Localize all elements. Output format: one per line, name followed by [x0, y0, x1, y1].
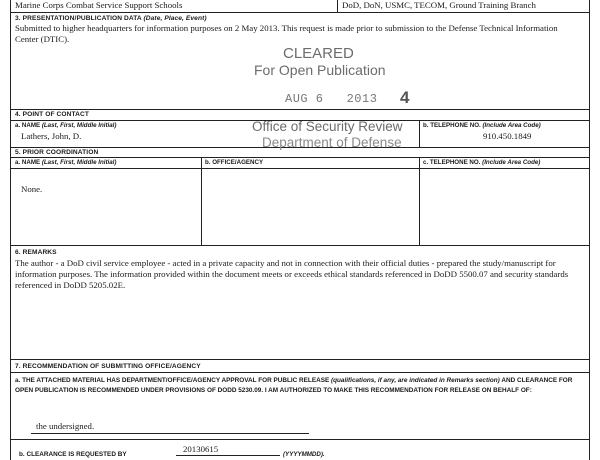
coord-name-label-text: a. NAME [15, 159, 41, 166]
poc-name-label-text: a. NAME [15, 122, 41, 129]
organization-name: Marine Corps Combat Service Support Schools [15, 0, 183, 10]
agency-chain: DoD, DoN, USMC, TECOM, Ground Training Branch [342, 0, 536, 10]
coord-phone-hint: (Include Area Code) [482, 159, 541, 166]
section-7-header: 7. RECOMMENDATION OF SUBMITTING OFFICE/AGENCY [15, 363, 201, 370]
cleared-stamp-date [285, 92, 377, 106]
section-5-header: 5. PRIOR COORDINATION [15, 149, 99, 156]
cleared-stamp-line2: For Open Publication [254, 62, 386, 78]
coord-office-label: b. OFFICE/AGENCY [205, 159, 264, 166]
clearance-date-value: 20130615 [183, 444, 219, 454]
on-behalf-value: the undersigned. [36, 421, 95, 431]
public-release-form [10, 0, 590, 460]
security-review-department: Department of Defense [262, 135, 402, 150]
clearance-requested-label: b. CLEARANCE IS REQUESTED BY [19, 451, 127, 458]
section-3-title: 3. PRESENTATION/PUBLICATION DATA [15, 15, 142, 22]
poc-name-label [15, 122, 116, 129]
poc-phone-label-text: b. TELEPHONE NO. [423, 122, 481, 129]
section-7-recommendation [11, 360, 589, 460]
section-6-header: 6. REMARKS [15, 249, 57, 256]
section-3-hint: (Date, Place, Event) [143, 15, 207, 22]
cleared-stamp-line1: CLEARED [283, 45, 354, 62]
coord-name-value: None. [21, 184, 43, 194]
recommendation-text-2: AND CLEARANCE FOR OPEN PUBLICATION IS RECOMMENDED UNDER PROVISIONS OF DODD 5230.09. I AM AUTHORIZED TO MAKE THIS RECOMMENDATION FOR RELEASE ON BEHALF OF: [15, 377, 573, 394]
coord-phone-label [423, 159, 540, 166]
poc-phone-label [423, 122, 541, 129]
poc-name-value: Lathers, John, D. [21, 131, 82, 141]
security-review-office: Office of Security Review [252, 119, 403, 134]
section-4-header: 4. POINT OF CONTACT [15, 111, 89, 118]
cleared-stamp-number: 4 [400, 88, 410, 107]
coord-name-label [15, 159, 116, 166]
recommendation-statement [15, 376, 580, 396]
section-6-remarks [11, 246, 589, 360]
recommendation-text-1: a. THE ATTACHED MATERIAL HAS DEPARTMENT/OFFICE/AGENCY APPROVAL FOR PUBLIC RELEASE [15, 377, 330, 384]
clearance-date-format [283, 451, 325, 458]
cleared-stamp-date-text: AUG 6 2013 [285, 92, 378, 106]
section-5-prior-coordination [11, 148, 589, 246]
poc-phone-hint: (Include Area Code) [482, 122, 541, 129]
recommendation-hint: (qualifications, if any, are indicated in Remarks section) [331, 377, 500, 384]
presentation-text: Submitted to higher headquarters for information purposes on 2 May 2013. This request is made prior to submission to the Defense Technical Information Center (DTIC). [15, 23, 558, 44]
section-3-header [15, 15, 207, 22]
organization-row [11, 0, 589, 13]
remarks-text: The author - a DoD civil service employee - acted in a private capacity and not in connection with their official duties - prepared the study/manuscript for information purposes. The information provided within the document meets or exceeds ethical standards referenced in DoDD 5500.07 and security standards referenced in DoDD 5205.02E. [15, 258, 569, 290]
poc-name-hint: (Last, First, Middle Initial) [41, 122, 117, 129]
clearance-date-format-text: (YYYYMMDD). [283, 451, 325, 458]
poc-phone-value: 910.450.1849 [483, 131, 532, 141]
coord-name-hint: (Last, First, Middle Initial) [41, 159, 117, 166]
coord-phone-label-text: c. TELEPHONE NO. [423, 159, 481, 166]
